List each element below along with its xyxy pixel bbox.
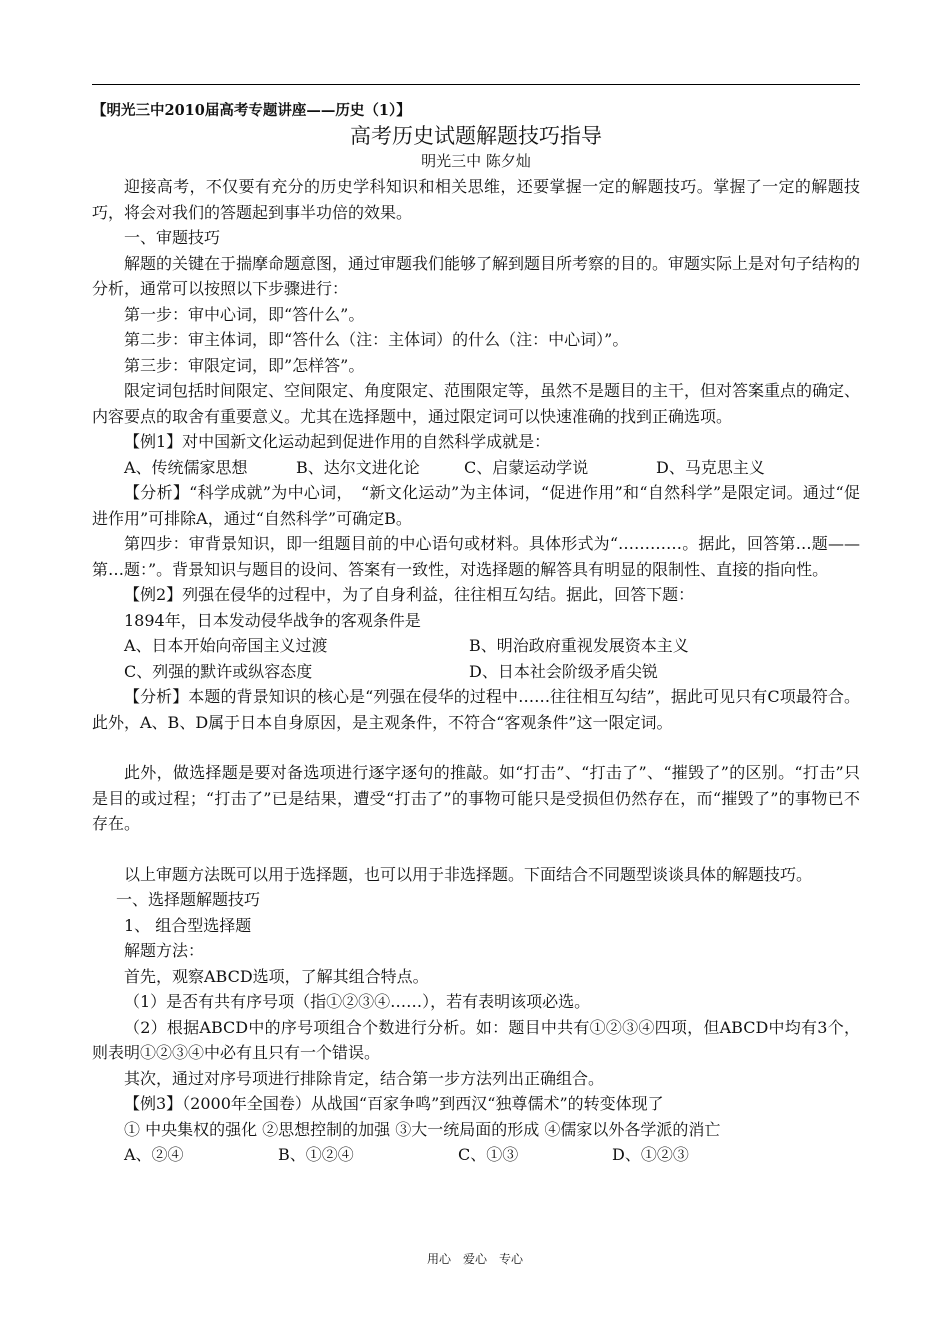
step-item: 第四步：审背景知识，即一组题目前的中心语句或材料。具体形式为“…………。据此，回答第…题——第…题：”。背景知识与题目的设问、答案有一致性，对选择题的解答具有明显的限制性、直接的指向性。 (92, 534, 860, 579)
option-b: B、①②④ (278, 1145, 354, 1164)
example-items: ① 中央集权的强化 ②思想控制的加强 ③大一统局面的形成 ④儒家以外各学派的消亡 (124, 1119, 721, 1139)
step-item: 第二步：审主体词，即“答什么（注：主体词）的什么（注：中心词）”。 (124, 330, 629, 349)
spacer (92, 735, 860, 760)
paragraph: 以上审题方法既可以用于选择题，也可以用于非选择题。下面结合不同题型谈谈具体的解题技巧。 (124, 864, 813, 884)
paragraph: 限定词包括时间限定、空间限定、角度限定、范围限定等，虽然不是题目的主干，但对答案重点的确定、内容要点的取舍有重要意义。尤其在选择题中，通过限定词可以快速准确的找到正确选项。 (92, 381, 861, 426)
spacer (92, 837, 860, 862)
document-body (92, 100, 860, 1168)
paragraph: 首先，观察ABCD选项，了解其组合特点。 (124, 966, 429, 986)
author-line: 明光三中 陈夕灿 (421, 152, 531, 170)
example-question: 【例3】（2000年全国卷）从战国“百家争鸣”到西汉“独尊儒术”的转变体现了 (124, 1094, 664, 1113)
option-d: D、①②③ (612, 1145, 689, 1164)
intro-paragraph: 迎接高考，不仅要有充分的历史学科知识和相关思维，还要掌握一定的解题技巧。掌握了一定的解题技巧，将会对我们的答题起到事半功倍的效果。 (92, 177, 860, 222)
option-b: B、明治政府重视发展资本主义 (469, 636, 689, 655)
option-a: A、②④ (124, 1145, 184, 1164)
example-options (92, 659, 860, 685)
example-question: 【例2】列强在侵华的过程中，为了自身利益，往往相互勾结。据此，回答下题： (124, 585, 695, 604)
option-c: C、①③ (458, 1145, 519, 1164)
option-d: D、马克思主义 (656, 457, 765, 477)
paragraph: 其次，通过对序号项进行排除肯定，结合第一步方法列出正确组合。 (124, 1068, 605, 1088)
section-heading: 一、选择题解题技巧 (116, 890, 261, 909)
document-title: 高考历史试题解题技巧指导 (350, 124, 602, 148)
section-heading: 一、审题技巧 (124, 228, 221, 247)
option-a: A、日本开始向帝国主义过渡 (124, 636, 328, 655)
method-label: 解题方法： (124, 941, 205, 960)
option-b: B、达尔文进化论 (296, 457, 420, 477)
point-item: （1）是否有共有序号项（指①②③④……），若有表明该项必选。 (124, 992, 591, 1011)
point-item: （2）根据ABCD中的序号项组合个数进行分析。如：题目中共有①②③④四项，但ABCD中均有3个，则表明①②③④中必有且只有一个错误。 (92, 1017, 860, 1062)
step-item: 第一步：审中心词，即“答什么”。 (124, 304, 365, 324)
page-footer: 用心 爱心 专心 (426, 1252, 523, 1266)
lecture-header: 【明光三中2010届高考专题讲座——历史（1）】 (92, 102, 411, 119)
example-analysis: 【分析】“科学成就”为中心词， “新文化运动”为主体词，“促进作用”和“自然科学”是限定词。通过“促进作用”可排除A，通过“自然科学”可确定B。 (92, 483, 860, 528)
header-rule (92, 84, 860, 85)
option-a: A、传统儒家思想 (124, 457, 248, 477)
step-item: 第三步：审限定词，即”怎样答”。 (124, 355, 365, 375)
example-options (92, 633, 860, 659)
paragraph: 解题的关键在于揣摩命题意图，通过审题我们能够了解到题目所考察的目的。审题实际上是对句子结构的分析，通常可以按照以下步骤进行： (92, 253, 861, 298)
example-options (92, 1142, 860, 1168)
paragraph: 此外，做选择题是要对备选项进行逐字逐句的推敲。如“打击”、“打击了”、“摧毁了”的区别。“打击”只是目的或过程；“打击了”已是结果，遭受“打击了”的事物可能只是受损但仍然存在，而“摧毁了”的事物已不存在。 (92, 763, 860, 833)
option-c: C、列强的默许或纵容态度 (124, 661, 313, 681)
example-question: 【例1】对中国新文化运动起到促进作用的自然科学成就是： (124, 432, 551, 451)
example-analysis: 【分析】本题的背景知识的核心是“列强在侵华的过程中……往往相互勾结”，据此可见只有C项最符合。此外，A、B、D属于日本自身原因，是主观条件，不符合“客观条件”这一限定词。 (92, 687, 860, 732)
example-subquestion: 1894年，日本发动侵华战争的客观条件是 (124, 610, 421, 630)
example-options (92, 455, 860, 481)
option-c: C、启蒙运动学说 (464, 457, 589, 477)
subsection-heading: 1、 组合型选择题 (124, 915, 252, 935)
option-d: D、日本社会阶级矛盾尖锐 (469, 661, 658, 681)
